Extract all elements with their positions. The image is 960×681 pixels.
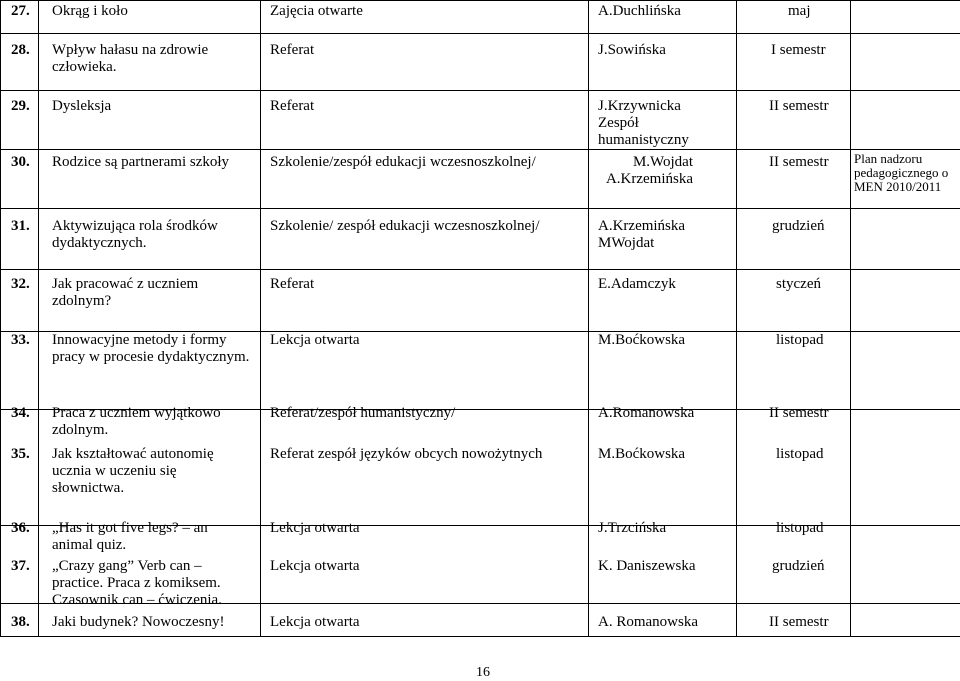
row-when: listopad — [776, 446, 824, 462]
row-title: Aktywizująca rola środków dydaktycznych. — [52, 218, 218, 251]
row-title: „Has it got five legs? – an animal quiz. — [52, 520, 208, 553]
row-form: Referat zespół języków obcych nowożytnych — [270, 446, 543, 462]
row-title: Dysleksja — [52, 98, 112, 114]
row-number: 27. — [11, 3, 30, 19]
row-title: Rodzice są partnerami szkoły — [52, 154, 230, 170]
row-person: A. Romanowska — [598, 614, 698, 630]
row-form: Lekcja otwarta — [270, 614, 360, 630]
row-number: 28. — [11, 42, 30, 58]
row-when: maj — [788, 3, 811, 19]
row-number: 37. — [11, 558, 30, 574]
page-number: 16 — [476, 665, 490, 680]
row-person: J.Krzywnicka Zespół humanistyczny — [598, 98, 689, 148]
row-form: Szkolenie/ zespół edukacji wczesnoszkolnej/ — [270, 218, 540, 234]
row-title: Wpływ hałasu na zdrowie człowieka. — [52, 42, 209, 75]
row-person: J.Sowińska — [598, 42, 666, 58]
row-person: A.Romanowska — [598, 405, 695, 421]
row-when: I semestr — [771, 42, 826, 58]
side-note: Plan nadzoru pedagogicznego o MEN 2010/2011 — [854, 151, 949, 194]
row-form: Referat/zespół humanistyczny/ — [270, 405, 456, 421]
row-when: grudzień — [772, 218, 825, 234]
row-when: II semestr — [769, 405, 829, 421]
row-when: II semestr — [769, 154, 829, 170]
row-form: Referat — [270, 276, 315, 292]
row-when: II semestr — [769, 98, 829, 114]
row-when: listopad — [776, 332, 824, 348]
row-number: 38. — [11, 614, 30, 630]
row-title: Innowacyjne metody i formy pracy w procesie dydaktycznym. — [52, 332, 250, 365]
row-form: Referat — [270, 98, 315, 114]
row-person: K. Daniszewska — [598, 558, 696, 574]
row-form: Lekcja otwarta — [270, 520, 360, 536]
row-title: Jak kształtować autonomię ucznia w uczeniu się słownictwa. — [52, 446, 214, 496]
row-person: M.Wojdat A.Krzemińska — [605, 154, 693, 187]
row-title: „Crazy gang” Verb can – practice. Praca z komiksem. Czasownik can – ćwiczenia. — [52, 558, 222, 608]
row-form: Referat — [270, 42, 315, 58]
row-person: M.Boćkowska — [598, 332, 686, 348]
row-title: Praca z uczniem wyjątkowo zdolnym. — [52, 405, 221, 438]
row-when: II semestr — [769, 614, 829, 630]
row-number: 36. — [11, 520, 30, 536]
row-form: Lekcja otwarta — [270, 558, 360, 574]
row-title: Jaki budynek? Nowoczesny! — [52, 614, 225, 630]
row-number: 29. — [11, 98, 30, 114]
row-person: A.Krzemińska MWojdat — [598, 218, 686, 251]
row-number: 32. — [11, 276, 30, 292]
row-form: Zajęcia otwarte — [270, 3, 363, 19]
row-number: 33. — [11, 332, 30, 348]
row-person: M.Boćkowska — [598, 446, 686, 462]
row-form: Szkolenie/zespół edukacji wczesnoszkolnej/ — [270, 154, 536, 170]
row-title: Jak pracować z uczniem zdolnym? — [52, 276, 199, 309]
row-form: Lekcja otwarta — [270, 332, 360, 348]
row-person: A.Duchlińska — [598, 3, 681, 19]
row-title: Okrąg i koło — [52, 3, 128, 19]
row-when: grudzień — [772, 558, 825, 574]
row-number: 31. — [11, 218, 30, 234]
row-number: 30. — [11, 154, 30, 170]
row-when: listopad — [776, 520, 824, 536]
row-number: 34. — [11, 405, 30, 421]
row-when: styczeń — [776, 276, 821, 292]
row-person: J.Trzcińska — [598, 520, 667, 536]
row-person: E.Adamczyk — [598, 276, 676, 292]
row-number: 35. — [11, 446, 30, 462]
